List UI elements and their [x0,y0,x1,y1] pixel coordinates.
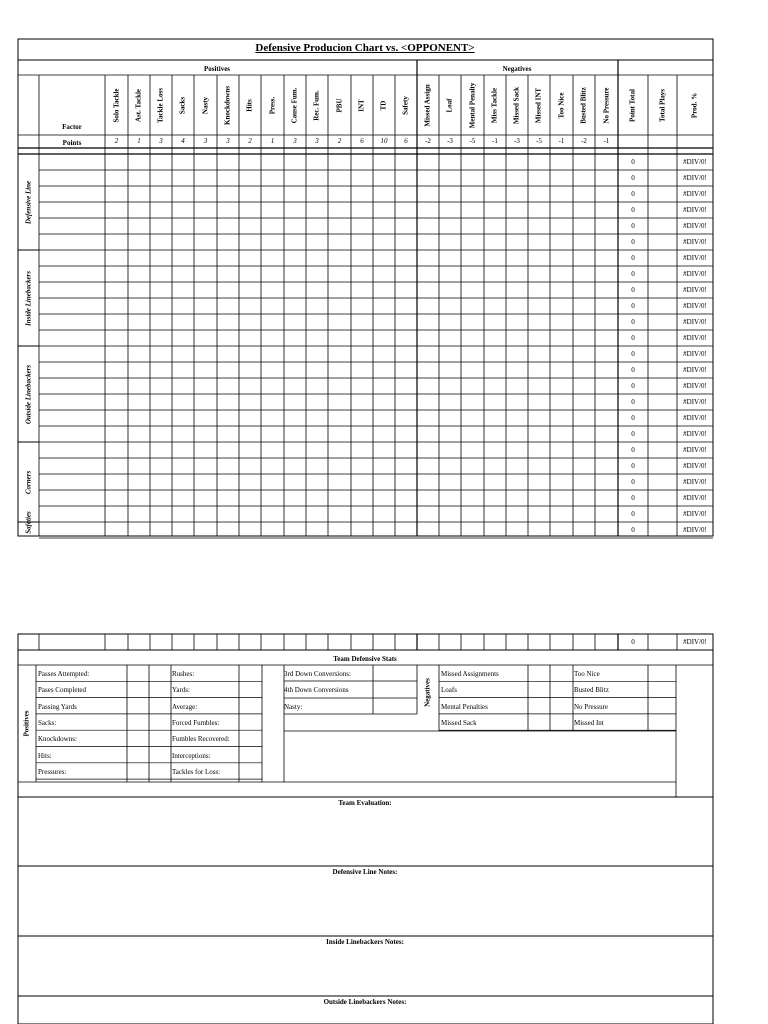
row-prod-pct: #DIV/0! [683,350,707,358]
total-point-total: 0 [631,638,635,646]
row-point-total: 0 [631,430,635,438]
stat-label: Too Nice [574,670,600,678]
row-prod-pct: #DIV/0! [683,478,707,486]
row-point-total: 0 [631,270,635,278]
row-prod-pct: #DIV/0! [683,174,707,182]
column-header-pbu: PBU [335,98,343,112]
column-header-press-: Press. [268,96,276,114]
notes-heading-0: Team Evaluation: [338,799,392,807]
row-prod-pct: #DIV/0! [683,510,707,518]
points-value: 2 [337,137,342,145]
row-point-total: 0 [631,318,635,326]
points-value: 3 [293,137,297,145]
column-header-miss-tackle: Miss Tackle [490,87,499,123]
stat-label: Hits: [38,751,52,760]
column-header-no-pressure: No Pressure [602,86,610,124]
row-point-total: 0 [631,254,635,262]
row-point-total: 0 [631,382,635,390]
row-point-total: 0 [631,462,635,470]
row-prod-pct: #DIV/0! [683,318,707,326]
points-value: 2 [248,137,252,145]
stat-label: Mental Penalties [441,702,488,711]
stat-label: Passing Yards [38,702,77,711]
points-value: -2 [425,137,431,145]
stat-label: Tackles for Loss: [172,767,221,776]
column-header-cause-fum-: Cause Fum. [290,87,299,123]
row-prod-pct: #DIV/0! [683,494,707,502]
factor-label: Factor [62,123,82,131]
stat-label: Knockdowns: [38,735,77,744]
row-point-total: 0 [631,526,635,534]
row-prod-pct: #DIV/0! [683,430,707,438]
notes-heading-1: Defensive Line Notes: [332,868,398,876]
row-prod-pct: #DIV/0! [683,446,707,454]
stat-label: 4th Down Conversions [284,686,349,695]
group-label-safeties: Safeties [24,510,32,534]
stat-label: 3rd Down Conversions: [284,670,351,678]
row-prod-pct: #DIV/0! [683,302,707,310]
page-title: Defensive Producion Chart vs. <OPPONENT> [255,42,475,54]
row-prod-pct: #DIV/0! [683,190,707,198]
column-header-sacks: Sacks [178,96,187,114]
points-label: Points [62,139,82,147]
points-value: -1 [492,137,498,145]
points-value: 6 [360,137,364,145]
stat-label: Loafs [441,686,457,695]
notes-heading-3: Outside Linebackers Notes: [323,998,407,1006]
row-prod-pct: #DIV/0! [683,270,707,278]
row-prod-pct: #DIV/0! [683,382,707,390]
row-prod-pct: #DIV/0! [683,334,707,342]
group-label-outside-linebackers: Outside Linebackers [24,364,32,424]
points-value: 3 [159,137,163,145]
row-point-total: 0 [631,366,635,374]
column-header-point-total: Point Total [628,88,637,122]
column-header-missed-sack: Missed Sack [512,86,521,124]
row-point-total: 0 [631,222,635,230]
column-header-loaf: Loaf [445,98,454,112]
points-value: -5 [536,137,542,145]
points-value: -3 [514,137,520,145]
column-header-missed-assign: Missed Assign [423,83,432,127]
stat-label: Pases Completed [38,686,87,695]
row-point-total: 0 [631,206,635,214]
column-header-tackle-loss: Tackle Loss [156,87,165,123]
row-point-total: 0 [631,158,635,166]
group-label-defensive-line: Defensive Line [24,180,32,224]
row-prod-pct: #DIV/0! [683,414,707,422]
stat-label: Rushes: [172,670,195,678]
row-point-total: 0 [631,494,635,502]
row-prod-pct: #DIV/0! [683,526,707,534]
row-point-total: 0 [631,334,635,342]
stat-label: Sacks: [38,718,57,727]
group-label-corners: Corners [24,470,32,494]
points-value: 1 [270,137,275,145]
row-prod-pct: #DIV/0! [683,206,707,214]
points-value: -3 [447,137,453,145]
column-header-too-nice: Too Nice [557,92,565,118]
column-header-ast-tackle: Ast. Tackle [134,88,143,122]
column-header-safety: Safety [401,95,410,115]
column-header-nasty: Nasty [201,96,209,114]
row-point-total: 0 [631,286,635,294]
column-header-total-plays: Total Plays [658,88,666,122]
row-prod-pct: #DIV/0! [683,238,707,246]
points-value: 6 [404,137,408,145]
stat-label: No Pressure [574,702,609,711]
points-value: 4 [181,137,185,145]
stat-label: Forced Fumbles: [172,718,220,727]
team-stats-title: Team Defensive Stats [333,655,397,663]
points-value: 3 [226,137,230,145]
row-point-total: 0 [631,446,635,454]
points-value: -1 [558,137,565,145]
row-point-total: 0 [631,238,635,246]
column-header-solo-tackle: Solo Tackle [112,87,120,123]
notes-heading-2: Inside Linebackers Notes: [326,938,404,946]
row-point-total: 0 [631,190,635,198]
points-value: 2 [114,137,119,145]
stat-label: Missed Int [574,718,604,727]
stat-label: Passes Attempted: [38,670,90,678]
column-header-prod-: Prod. % [690,92,699,118]
row-prod-pct: #DIV/0! [683,222,707,230]
team-positives-label: Positives [22,709,31,737]
column-header-rec-fum-: Rec. Fum. [312,89,321,121]
points-value: -1 [603,137,610,145]
stat-label: Interceptions: [172,751,211,760]
row-point-total: 0 [631,510,635,518]
row-point-total: 0 [631,302,635,310]
points-value: -2 [581,137,587,145]
stat-label: Nasty: [284,702,303,711]
row-point-total: 0 [631,174,635,182]
points-value: 3 [203,137,208,145]
negatives-section-label: Negatives [502,65,532,73]
points-value: 10 [380,137,388,145]
column-header-td: TD [379,100,388,110]
positives-section-label: Positives [203,65,231,73]
points-value: 3 [315,137,319,145]
points-value: -5 [469,137,476,145]
row-prod-pct: #DIV/0! [683,366,707,374]
stat-label: Missed Assignments [441,670,499,678]
row-prod-pct: #DIV/0! [683,158,707,166]
row-prod-pct: #DIV/0! [683,254,707,262]
group-label-inside-linebackers: Inside Linebackers [24,270,32,326]
stat-label: Average: [172,702,198,711]
total-prod-pct: #DIV/0! [683,638,707,646]
stat-label: Pressures: [38,767,67,776]
row-point-total: 0 [631,478,635,486]
stat-label: Busted Blitz [574,686,609,695]
column-header-int: INT [357,98,366,112]
row-prod-pct: #DIV/0! [683,462,707,470]
row-point-total: 0 [631,398,635,406]
stat-label: Missed Sack [441,718,477,727]
column-header-knockdowns: Knockdowns [223,85,232,125]
row-prod-pct: #DIV/0! [683,398,707,406]
stat-label: Yards: [172,686,190,695]
column-header-hits: Hits [245,98,254,112]
row-point-total: 0 [631,350,635,358]
points-value: 1 [137,137,141,145]
column-header-missed-int: Missed INT [534,87,543,123]
row-prod-pct: #DIV/0! [683,286,707,294]
column-header-mental-penalty: Mental Penalty [468,82,476,128]
stat-label: Fumbles Recovered: [172,735,230,744]
column-header-busted-blitz: Busted Blitz [579,86,588,124]
team-negatives-label: Negatives [423,677,432,707]
row-point-total: 0 [631,414,635,422]
